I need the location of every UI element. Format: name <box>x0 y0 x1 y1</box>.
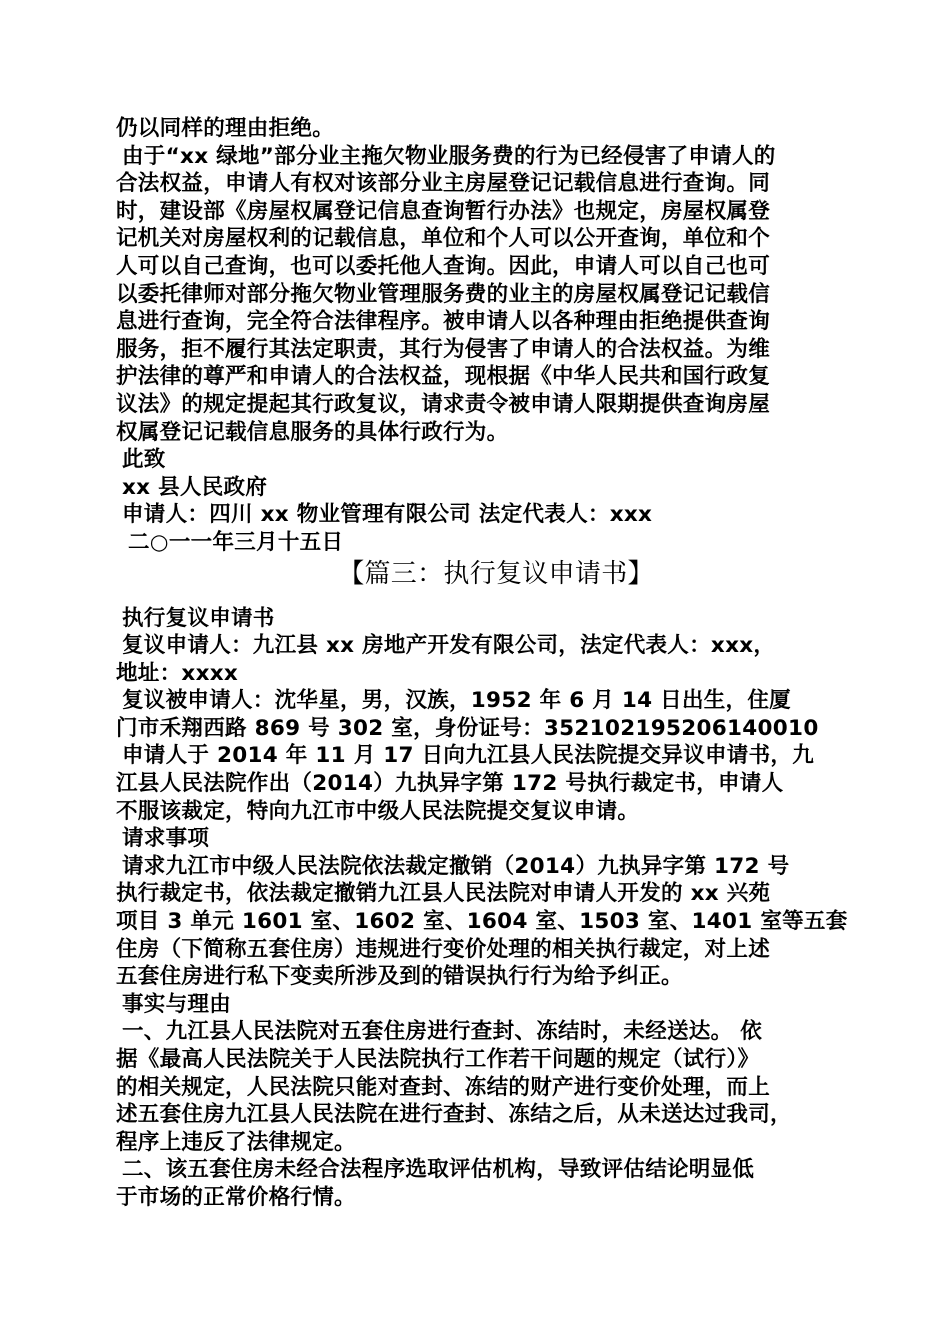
body-line: 江县人民法院作出（2014）九执异字第 172 号执行裁定书，申请人 <box>116 771 784 797</box>
body-line: 护法律的尊严和申请人的合法权益，现根据《中华人民共和国行政复 <box>116 364 771 390</box>
body-line: 服务，拒不履行其法定职责，其行为侵害了申请人的合法权益。为维 <box>116 336 771 362</box>
body-line: 执行裁定书，依法裁定撤销九江县人民法院对申请人开发的 xx 兴苑 <box>116 881 771 907</box>
body-line: 权属登记记载信息服务的具体行政行为。 <box>116 419 509 445</box>
recipient: xx 县人民政府 <box>122 474 268 500</box>
body-line: 项目 3 单元 1601 室、1602 室、1604 室、1503 室、1401 室等五套 <box>116 909 848 935</box>
body-line: 仍以同样的理由拒绝。 <box>116 116 335 141</box>
body-line: 于市场的正常价格行情。 <box>116 1184 356 1210</box>
body-line: 由于“xx 绿地”部分业主拖欠物业服务费的行为已经侵害了申请人的 <box>122 143 776 169</box>
section-label: 事实与理由 <box>122 991 232 1017</box>
body-line: 复议被申请人：沈华星，男，汉族，1952 年 6 月 14 日出生，住厦 <box>122 688 791 714</box>
body-line: 申请人于 2014 年 11 月 17 日向九江县人民法院提交异议申请书，九 <box>122 743 814 769</box>
body-line: 合法权益，申请人有权对该部分业主房屋登记记载信息进行查询。同 <box>116 171 771 197</box>
body-line: 住房（下简称五套住房）违规进行变价处理的相关执行裁定，对上述 <box>116 936 771 962</box>
section-heading: 【篇三：执行复议申请书】 <box>338 558 654 589</box>
applicant-signature: 申请人：四川 xx 物业管理有限公司 法定代表人：xxx <box>122 502 653 528</box>
body-line: 程序上违反了法律规定。 <box>116 1129 356 1155</box>
body-line: 复议申请人：九江县 xx 房地产开发有限公司，法定代表人：xxx， <box>122 633 776 659</box>
document-date: 二○一一年三月十五日 <box>128 529 344 555</box>
body-line: 不服该裁定，特向九江市中级人民法院提交复议申请。 <box>116 798 640 824</box>
body-line: 述五套住房九江县人民法院在进行查封、冻结之后，从未送达过我司， <box>116 1102 792 1128</box>
body-line: 的相关规定，人民法院只能对查封、冻结的财产进行变价处理，而上 <box>116 1074 771 1100</box>
body-line: 人可以自己查询，也可以委托他人查询。因此，申请人可以自己也可 <box>116 253 771 279</box>
body-line: 议法》的规定提起其行政复议，请求责令被申请人限期提供查询房屋 <box>116 391 771 417</box>
body-line: 五套住房进行私下变卖所涉及到的错误执行行为给予纠正。 <box>116 964 683 990</box>
salutation: 此致 <box>122 447 166 473</box>
document-page <box>116 115 848 1212</box>
body-line: 息进行查询，完全符合法律程序。被申请人以各种理由拒绝提供查询 <box>116 309 771 335</box>
body-line: 记机关对房屋权利的记载信息，单位和个人可以公开查询，单位和个 <box>116 226 771 252</box>
body-line: 请求九江市中级人民法院依法裁定撤销（2014）九执异字第 172 号 <box>122 853 790 879</box>
body-line: 据《最高人民法院关于人民法院执行工作若干问题的规定（试行）》 <box>116 1047 760 1072</box>
body-line: 以委托律师对部分拖欠物业管理服务费的业主的房屋权属登记记载信 <box>116 281 771 307</box>
body-line: 一、九江县人民法院对五套住房进行查封、冻结时，未经送达。 依 <box>122 1019 762 1045</box>
body-line: 地址：xxxx <box>116 660 239 686</box>
document-title: 执行复议申请书 <box>122 605 275 631</box>
body-line: 时，建设部《房屋权属登记信息查询暂行办法》也规定，房屋权属登 <box>116 198 771 224</box>
body-line: 二、该五套住房未经合法程序选取评估机构，导致评估结论明显低 <box>122 1157 755 1183</box>
section-label: 请求事项 <box>122 826 210 852</box>
body-line: 门市禾翔西路 869 号 302 室，身份证号：352102195206140010 <box>116 715 819 741</box>
